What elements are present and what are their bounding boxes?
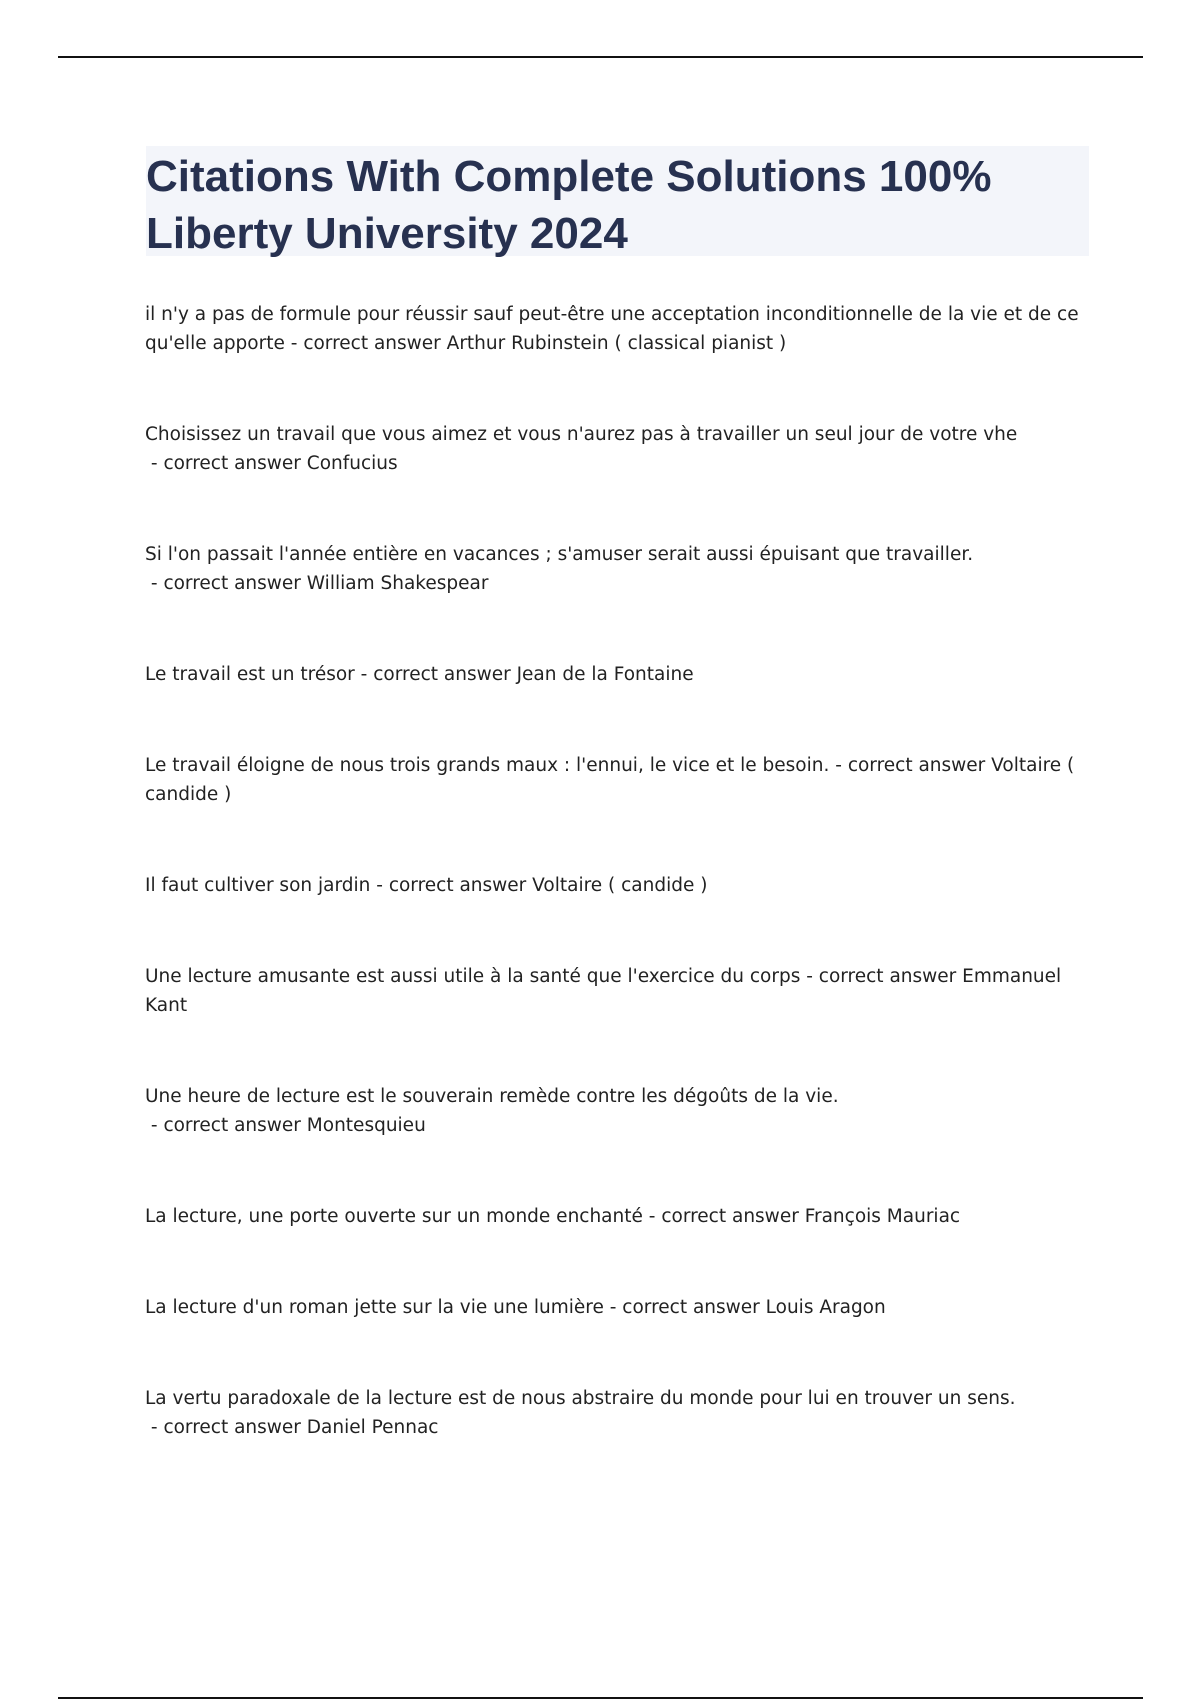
- qa-item-8: [145, 1082, 1090, 1140]
- separator: -: [145, 1115, 164, 1136]
- title-block: [146, 146, 1089, 256]
- answer-label: correct answer: [373, 664, 517, 685]
- answer-text: Emmanuel Kant: [145, 966, 1062, 1016]
- separator: -: [800, 966, 819, 987]
- answer-text: Voltaire ( candide ): [532, 875, 708, 896]
- answer-label: correct answer: [163, 1417, 307, 1438]
- question-text: Il faut cultiver son jardin: [145, 875, 371, 896]
- qa-item-10: [145, 1293, 1090, 1322]
- answer-label: correct answer: [661, 1206, 805, 1227]
- top-rule: [58, 56, 1143, 58]
- answer-label: correct answer: [163, 573, 307, 594]
- separator: -: [642, 1206, 662, 1227]
- answer-text: Louis Aragon: [765, 1297, 886, 1318]
- qa-item-11: [145, 1384, 1090, 1442]
- qa-item-1: [145, 300, 1090, 358]
- answer-label: correct answer: [818, 966, 963, 987]
- separator: -: [145, 1417, 164, 1438]
- answer-text: William Shakespear: [306, 573, 489, 594]
- qa-item-5: [145, 751, 1090, 809]
- separator: -: [145, 453, 164, 474]
- question-text: Si l'on passait l'année entière en vacances ; s'amuser serait aussi épuisant que travailler.: [145, 544, 974, 565]
- document-title: Citations With Complete Solutions 100% Liberty University 2024: [146, 152, 992, 258]
- question-text: Choisissez un travail que vous aimez et vous n'aurez pas à travailler un seul jour de votre vhe: [145, 424, 1018, 445]
- question-text: Une lecture amusante est aussi utile à la santé que l'exercice du corps: [145, 966, 801, 987]
- separator: -: [284, 333, 304, 354]
- qa-item-2: [145, 420, 1090, 478]
- question-text: La lecture d'un roman jette sur la vie une lumière: [145, 1297, 604, 1318]
- question-text: il n'y a pas de formule pour réussir sauf peut-être une acceptation inconditionnelle de la vie et de ce qu'elle apporte: [145, 304, 1079, 354]
- separator: -: [354, 664, 374, 685]
- question-text: La lecture, une porte ouverte sur un monde enchanté: [145, 1206, 643, 1227]
- qa-item-7: [145, 962, 1090, 1020]
- answer-text: Daniel Pennac: [306, 1417, 439, 1438]
- question-text: Une heure de lecture est le souverain remède contre les dégoûts de la vie.: [145, 1086, 839, 1107]
- qa-item-4: [145, 660, 1090, 689]
- separator: -: [370, 875, 389, 896]
- answer-text: Voltaire ( candide ): [145, 755, 1075, 805]
- bottom-rule: [58, 1697, 1143, 1699]
- question-text: Le travail est un trésor: [145, 664, 355, 685]
- answer-label: correct answer: [388, 875, 533, 896]
- question-text: Le travail éloigne de nous trois grands maux : l'ennui, le vice et le besoin.: [145, 755, 830, 776]
- separator: -: [603, 1297, 623, 1318]
- answer-text: Jean de la Fontaine: [516, 664, 694, 685]
- answer-text: Montesquieu: [306, 1115, 426, 1136]
- separator: -: [829, 755, 848, 776]
- answer-label: correct answer: [163, 453, 307, 474]
- answer-label: correct answer: [303, 333, 447, 354]
- question-text: La vertu paradoxale de la lecture est de nous abstraire du monde pour lui en trouver un sens.: [145, 1388, 1016, 1409]
- qa-item-9: [145, 1202, 1090, 1231]
- qa-list: [145, 300, 1090, 1504]
- answer-text: François Mauriac: [804, 1206, 961, 1227]
- answer-label: correct answer: [622, 1297, 766, 1318]
- separator: -: [145, 573, 164, 594]
- qa-item-6: [145, 871, 1090, 900]
- answer-label: correct answer: [847, 755, 992, 776]
- answer-text: Confucius: [306, 453, 398, 474]
- answer-label: correct answer: [163, 1115, 307, 1136]
- answer-text: Arthur Rubinstein ( classical pianist ): [446, 333, 787, 354]
- qa-item-3: [145, 540, 1090, 598]
